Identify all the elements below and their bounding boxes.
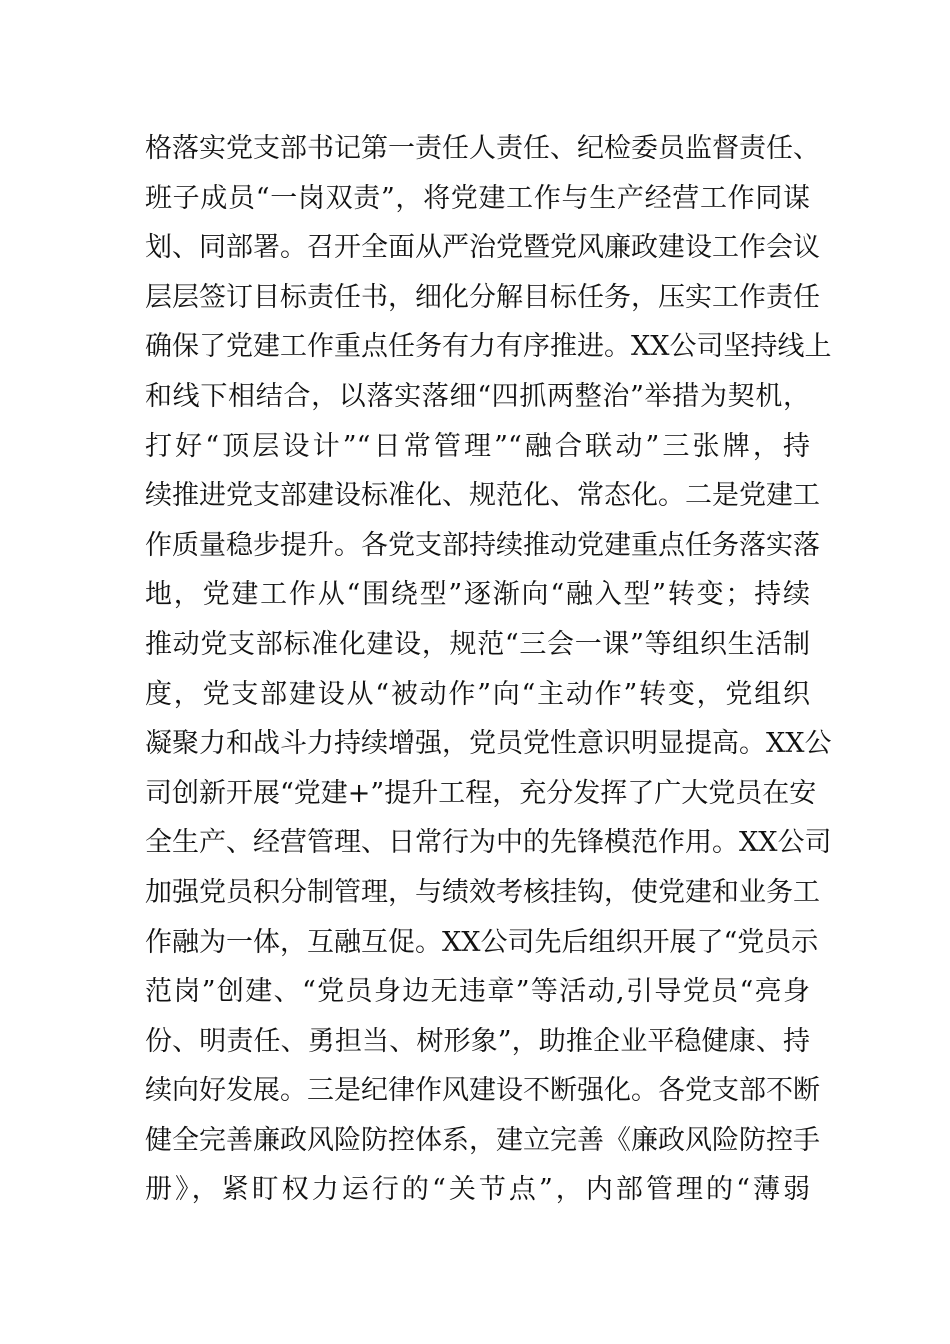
text-line: 班子成员“一岗双责”，将党建工作与生产经营工作同谋 [145, 182, 810, 214]
text-line: 份、明责任、勇担当、树形象”，助推企业平稳健康、持 [145, 1025, 810, 1057]
text-line: 司创新开展“党建+”提升工程，充分发挥了广大党员在安 [145, 777, 817, 809]
text-line: 打好“顶层设计”“日常管理”“融合联动”三张牌，持 [145, 430, 810, 462]
text-line: 格落实党支部书记第一责任人责任、纪检委员监督责任、 [145, 133, 820, 164]
text-line: 层层签订目标责任书，细化分解目标任务，压实工作责任 [145, 281, 820, 313]
text-line: 度，党支部建设从“被动作”向“主动作”转变，党组织 [145, 678, 810, 710]
text-line: 推动党支部标准化建设，规范“三会一课”等组织生活制 [145, 628, 810, 660]
text-line: 全生产、经营管理、日常行为中的先锋模范作用。XX公司 [145, 827, 832, 859]
text-line: 作质量稳步提升。各党支部持续推动党建重点任务落实落 [145, 529, 820, 561]
text-line: 册》，紧盯权力运行的“关节点”，内部管理的“薄弱 [145, 1174, 810, 1206]
text-line: 加强党员积分制管理，与绩效考核挂钩，使党建和业务工 [145, 876, 820, 908]
text-line: 地，党建工作从“围绕型”逐渐向“融入型”转变；持续 [145, 579, 810, 611]
text-line: 划、同部署。召开全面从严治党暨党风廉政建设工作会议 [145, 232, 820, 264]
text-line: 续向好发展。三是纪律作风建设不断强化。各党支部不断 [145, 1075, 820, 1107]
text-line: 凝聚力和战斗力持续增强，党员党性意识明显提高。XX公 [145, 728, 832, 760]
body-text [145, 124, 832, 1215]
text-line: 续推进党支部建设标准化、规范化、常态化。二是党建工 [145, 480, 820, 512]
text-line: 作融为一体，互融互促。XX公司先后组织开展了“党员示 [145, 926, 819, 958]
text-line: 确保了党建工作重点任务有力有序推进。XX公司坚持线上 [145, 331, 832, 363]
text-line: 范岗”创建、“党员身边无违章”等活动,引导党员“亮身 [145, 976, 810, 1008]
text-line: 健全完善廉政风险防控体系，建立完善《廉政风险防控手 [145, 1124, 820, 1156]
text-line: 和线下相结合，以落实落细“四抓两整治”举措为契机， [145, 380, 810, 412]
